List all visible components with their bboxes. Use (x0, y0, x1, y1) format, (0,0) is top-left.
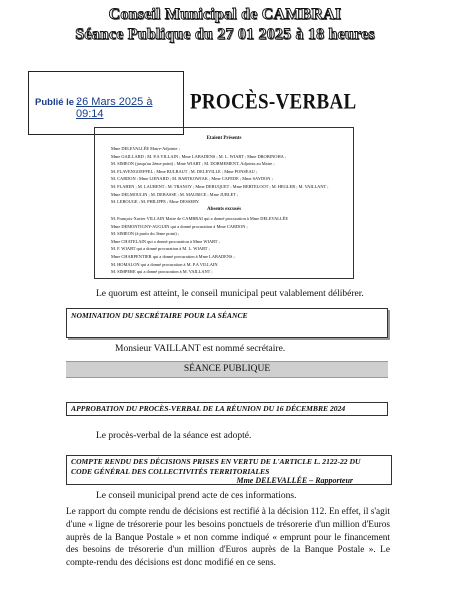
publication-date: 26 Mars 2025 à 09:14 (76, 96, 153, 120)
present-line: Mme GAILLARD ; M. P.A VILLAIN ; Mme LABADENS ; M. L. WIART ; Mme DROBINOHA ; (111, 153, 286, 159)
minutes-section-title (66, 402, 388, 416)
present-line: Mme DELEVALLÉE Maire-Adjointe ; (111, 146, 180, 151)
decisions-rectification-text: Le rapport du compte rendu de décisions est rectifié à la décision 112. En effet, il s'agit d'une « ligne de trésorerie pour les besoins ponctuels de trésorerie d'un million d'Euros auprès de la Banque Postale » et non comme indiqué « emprunt pour le financement des besoins de trésorerie d'un million d'Euros auprès de la Banque Postale ». Le compte-rendu des décisions est donc modifié en ce sens. (66, 507, 390, 569)
council-title: Conseil Municipal de CAMBRAI (108, 6, 342, 23)
decisions-title-line1: COMPTE RENDU DES DÉCISIONS PRISES EN VERTU DE L'ARTICLE L. 2122-22 DU (71, 457, 361, 466)
session-title: Séance Publique du 27 01 2025 à 18 heures (75, 26, 375, 43)
quorum-text: Le quorum est atteint, le conseil municipal peut valablement délibérer. (96, 289, 364, 299)
excused-line: M. SIMPERE qui a donné procuration à M. VAILLANT ; (111, 269, 213, 275)
present-heading: Etaient Présents (206, 136, 242, 141)
rapporteur: Mme DELEVALLÉE – Rapporteur (236, 476, 353, 485)
excused-line: Mme CHATELAIN qui a donné procuration à Mme WIART ; (111, 238, 220, 244)
secretary-title-text: NOMINATION DU SECRÉTAIRE POUR LA SÉANCE (71, 311, 248, 320)
present-list (111, 145, 347, 206)
present-line: M. FLAHEN ; M. LAURENT ; M. TRANOY ; Mme DEBUQUET ; Mme BERTELOOT ; M. HEGLER ; M. VAILLANT ; (111, 183, 329, 189)
excused-line: Mme CHARPENTIER qui a donné procuration à Mme LABADENS ; (111, 253, 235, 259)
public-session-band (66, 361, 388, 378)
publication-stamp (28, 71, 184, 135)
public-session-label: SÉANCE PUBLIQUE (183, 364, 271, 374)
secretary-text: Monsieur VAILLANT est nommé secrétaire. (115, 344, 286, 354)
secretary-section-title (66, 308, 388, 338)
decisions-title-line2: CODE GÉNÉRAL DES COLLECTIVITÉS TERRITORIALES (71, 466, 270, 476)
present-line: Mme DELMOULIN ; M. DERASSE ; M. MAURICE ; Mme JUBLET ; (111, 191, 239, 197)
present-line: M. SIMEON (jusqu'au 2ème point) ; Mme WIART ; M. DORMEMENT, Adjoints au Maire ; (111, 161, 275, 167)
excused-list (111, 215, 347, 276)
excused-heading: Absents excusés (206, 207, 242, 212)
present-line: M. LEBOUGE ; M. PHILIPPE ; Mme DESSERY. (111, 199, 200, 205)
excused-line: M. François-Xavier VILLAIN Maire de CAMBRAI qui a donné procuration à Mme DELEVALLÉE (111, 216, 289, 221)
excused-line: M. SIMEON (à partir du 3ème point) ; (111, 231, 180, 237)
document-title: PROCÈS-VERBAL (190, 90, 357, 115)
minutes-title-text: APPROBATION DU PROCÈS-VERBAL DE LA RÉUNION DU 16 DÉCEMBRE 2024 (71, 404, 346, 413)
excused-line: M. HOMALON qui a donné procuration à M. P.A VILLAIN (111, 261, 218, 267)
decisions-ack-text: Le conseil municipal prend acte de ces informations. (96, 491, 297, 501)
decisions-section-title (66, 455, 392, 485)
excused-line: M. F. WIART qui a donné procuration à M. L. WIART ; (111, 246, 210, 252)
excused-line: Mme DEMONTIGNY-AUGUIN qui a donné procuration à Mme CARDON ; (111, 223, 248, 229)
publication-label: Publié le : (35, 97, 80, 108)
minutes-text: Le procès-verbal de la séance est adopté. (96, 431, 252, 441)
attendance-box (94, 127, 354, 279)
present-line: M. CARDON ; Mme LIENARD ; M. BARTKOWIAK ; Mme CAFEDE ; Mme SAYDON ; (111, 176, 273, 182)
present-line: M. FLAVENGOEFFEL ; Mme BULBAUT ; M. DELEVILLE ; Mme PONSEAU ; (111, 168, 258, 174)
